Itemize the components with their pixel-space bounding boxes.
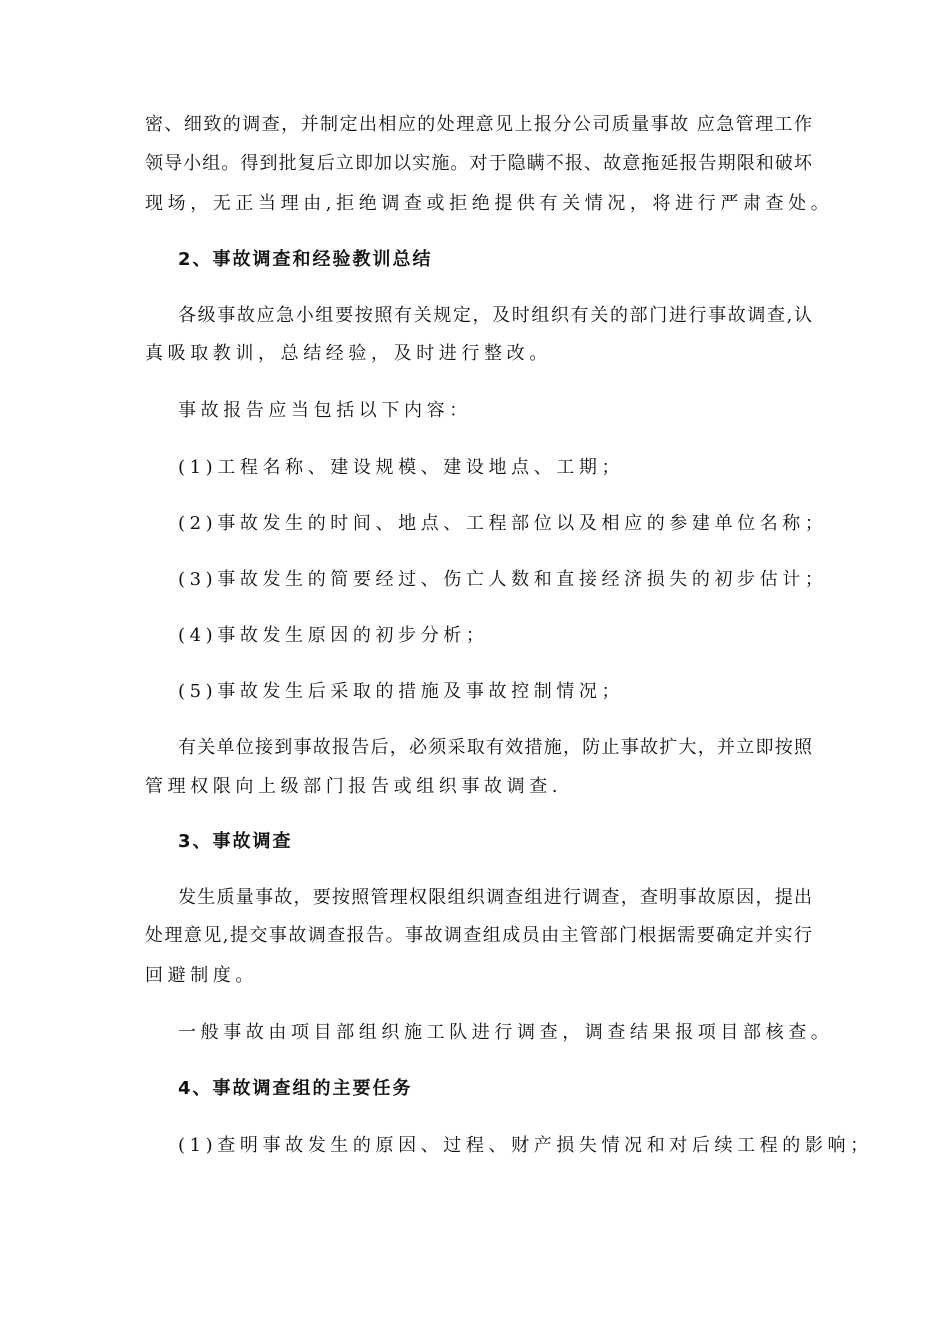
list-item: (5)事故发生后采取的措施及事故控制情况； bbox=[178, 681, 625, 702]
paragraph-line: 发生质量事故，要按照管理权限组织调查组进行调查，查明事故原因，提出 bbox=[178, 887, 812, 908]
paragraph-line: 一般事故由项目部组织施工队进行调查，调查结果报项目部核查。 bbox=[178, 1022, 834, 1043]
paragraph-line: 处理意见,提交事故调查报告。事故调查组成员由主管部门根据需要确定并实行 bbox=[145, 925, 812, 946]
list-item: (3)事故发生的简要经过、伤亡人数和直接经济损失的初步估计； bbox=[178, 569, 828, 590]
paragraph-line: 回避制度。 bbox=[145, 965, 258, 986]
paragraph-line: 密、细致的调查，并制定出相应的处理意见上报分公司质量事故 应急管理工作 bbox=[145, 114, 812, 135]
section-heading: 4、事故调查组的主要任务 bbox=[178, 1078, 413, 1099]
list-item: (2)事故发生的时间、地点、工程部位以及相应的参建单位名称； bbox=[178, 513, 828, 534]
list-item: (4)事故发生原因的初步分析； bbox=[178, 625, 489, 646]
paragraph-line: 事故报告应当包括以下内容： bbox=[178, 400, 472, 421]
paragraph-line: 各级事故应急小组要按照有关规定，及时组织有关的部门进行事故调查,认 bbox=[178, 305, 812, 326]
paragraph-line: 现场，无正当理由,拒绝调查或拒绝提供有关情况，将进行严肃查处。 bbox=[145, 193, 834, 214]
section-heading: 2、事故调查和经验教训总结 bbox=[178, 249, 433, 270]
section-heading: 3、事故调查 bbox=[178, 831, 293, 852]
paragraph-line: 有关单位接到事故报告后，必须采取有效措施，防止事故扩大，并立即按照 bbox=[178, 737, 812, 758]
paragraph-line: 真吸取教训，总结经验，及时进行整改。 bbox=[145, 343, 552, 364]
paragraph-line: 管理权限向上级部门报告或组织事故调查. bbox=[145, 776, 563, 797]
paragraph-line: 领导小组。得到批复后立即加以实施。对于隐瞒不报、故意拖延报告期限和破坏 bbox=[145, 153, 812, 174]
list-item: (1)查明事故发生的原因、过程、财产损失情况和对后续工程的影响； bbox=[178, 1135, 873, 1156]
list-item: (1)工程名称、建设规模、建设地点、工期； bbox=[178, 457, 625, 478]
